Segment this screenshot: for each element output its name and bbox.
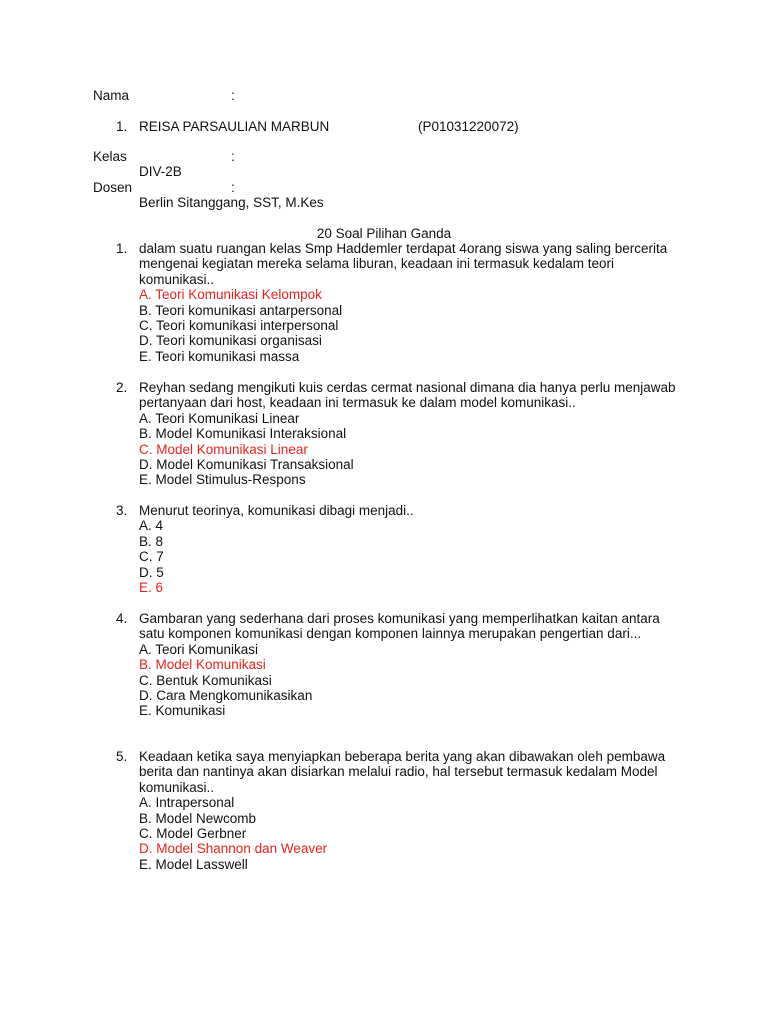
option-e: E. Model Lasswell [139,856,248,872]
option-a: A. Teori Komunikasi Kelompok [139,287,322,303]
option-b: B. Teori komunikasi antarpersonal [139,302,343,318]
question-text: Menurut teorinya, komunikasi dibagi menjadi.. [139,503,414,518]
document-title: 20 Soal Pilihan Ganda [316,226,452,241]
question-body [139,380,679,488]
option-c: C. Model Gerbner [139,826,247,842]
option-b: B. Model Newcomb [139,810,257,826]
option-c: C. Bentuk Komunikasi [139,672,272,688]
member-number: 1. [116,119,128,134]
option-d: D. Teori komunikasi organisasi [139,333,322,349]
option-d: D. Model Komunikasi Transaksional [139,457,354,473]
option-b: B. 8 [139,533,164,549]
question-number: 5. [116,749,128,764]
option-a: A. 4 [139,518,164,534]
question-text: Gambaran yang sederhana dari proses komunikasi yang memperlihatkan kaitan antara satu komponen komunikasi dengan komponen lainnya merupakan pengertian dari... [139,611,660,642]
option-a: A. Intrapersonal [139,795,235,811]
question-text: dalam suatu ruangan kelas Smp Haddemler terdapat 4orang siswa yang saling bercerita mengenai kegiatan mereka selama liburan, keadaan ini termasuk kedalam teori komunikasi.. [139,241,668,287]
question-number: 4. [116,611,128,626]
nama-colon: : [231,88,235,103]
question-body [139,241,679,364]
option-e: E. Model Stimulus-Respons [139,472,306,488]
option-c: C. 7 [139,549,164,565]
option-d: D. Cara Mengkomunikasikan [139,688,313,704]
option-a: A. Teori Komunikasi [139,641,259,657]
dosen-label: Dosen [93,180,133,195]
nama-label: Nama [93,88,130,103]
question-body [139,503,679,595]
kelas-colon: : [231,149,235,164]
option-b: B. Model Komunikasi [139,657,266,673]
question-number: 2. [116,380,128,395]
dosen-colon: : [231,180,235,195]
kelas-value: DIV-2B [139,164,182,179]
option-e: E. Komunikasi [139,703,226,719]
question-text: Keadaan ketika saya menyiapkan beberapa berita yang akan dibawakan oleh pembawa berita dan nantinya akan disiarkan melalui radio, hal tersebut termasuk kedalam Model komunikasi.. [139,749,666,795]
question-number: 1. [116,241,128,256]
kelas-label: Kelas [93,149,127,164]
question-number: 3. [116,503,128,518]
option-e: E. Teori komunikasi massa [139,348,300,364]
question-body [139,611,679,719]
option-c: C. Model Komunikasi Linear [139,441,308,457]
member-name: REISA PARSAULIAN MARBUN [139,119,330,134]
question-body [139,749,679,872]
dosen-value: Berlin Sitanggang, SST, M.Kes [139,195,324,210]
option-d: D. 5 [139,564,164,580]
option-a: A. Teori Komunikasi Linear [139,410,300,426]
option-e: E. 6 [139,580,164,596]
member-nim: (P01031220072) [418,119,519,134]
option-c: C. Teori komunikasi interpersonal [139,318,339,334]
option-b: B. Model Komunikasi Interaksional [139,426,347,442]
option-d: D. Model Shannon dan Weaver [139,841,328,857]
question-text: Reyhan sedang mengikuti kuis cerdas cermat nasional dimana dia hanya perlu menjawab pertanyaan dari host, keadaan ini termasuk ke dalam model komunikasi.. [139,380,676,411]
